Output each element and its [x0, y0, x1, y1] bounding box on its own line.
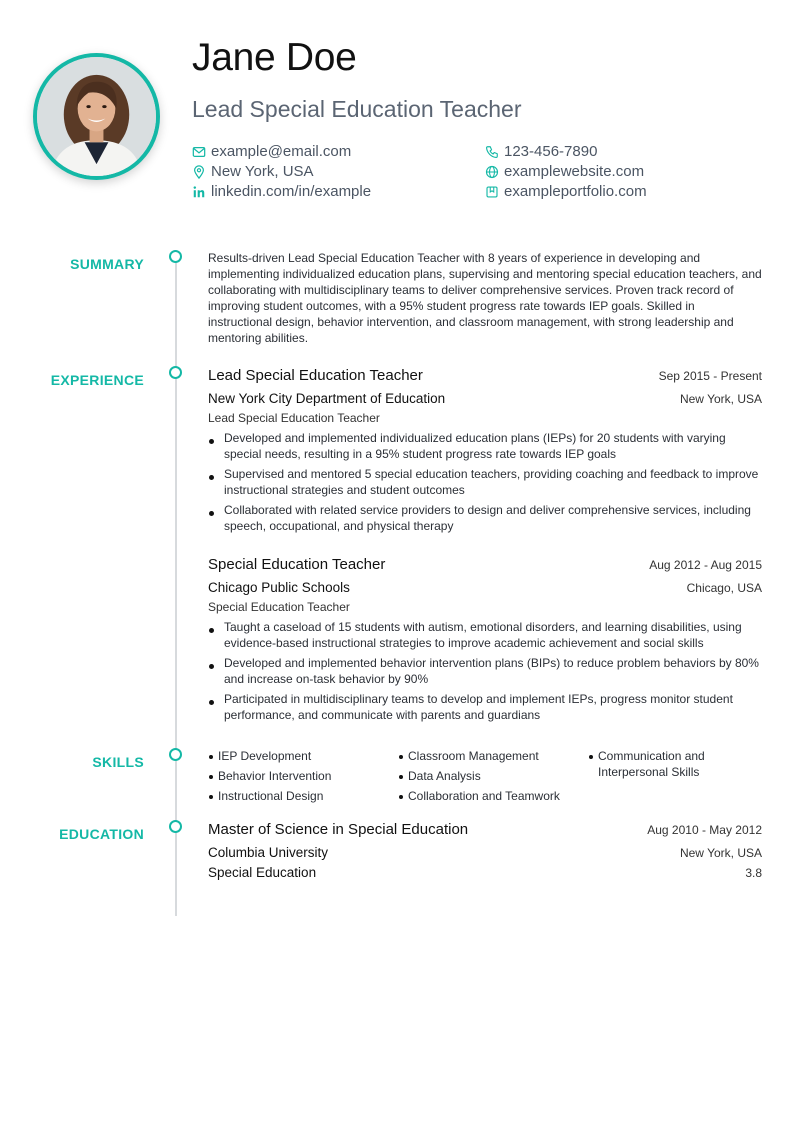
- job-title: Special Education Teacher: [208, 556, 386, 573]
- profile-photo: [37, 57, 156, 176]
- field-of-study: Special Education: [208, 865, 317, 880]
- job-bullets: [208, 619, 762, 723]
- skill-item: IEP Development: [208, 748, 398, 764]
- job-bullet: Developed and implemented individualized education plans (IEPs) for 20 students with varying special needs, resulting in a 95% student progress rate towards IEP goals: [208, 430, 762, 462]
- skill-item: Collaboration and Teamwork: [398, 788, 588, 804]
- contact-website[interactable]: [485, 163, 644, 180]
- gpa: 3.8: [745, 866, 762, 880]
- job-dates: Sep 2015 - Present: [658, 369, 762, 383]
- skills-marker: [169, 748, 182, 761]
- linkedin-icon: [192, 185, 206, 199]
- skill-item: Behavior Intervention: [208, 768, 398, 784]
- degree: Master of Science in Special Education: [208, 821, 469, 838]
- candidate-title: Lead Special Education Teacher: [192, 96, 522, 122]
- job-bullet: Collaborated with related service providers to design and deliver comprehensive services, including speech, occupational, and physical therapy: [208, 502, 762, 534]
- job-role: Special Education Teacher: [208, 600, 350, 614]
- skills-section: [208, 748, 762, 804]
- job-location: New York, USA: [679, 392, 762, 406]
- contact-location-text: New York, USA: [211, 163, 314, 180]
- contact-linkedin[interactable]: [192, 183, 371, 200]
- education-marker: [169, 820, 182, 833]
- experience-marker: [169, 366, 182, 379]
- skill-item: Communication and Interpersonal Skills: [588, 748, 762, 784]
- job-organization: Chicago Public Schools: [208, 580, 350, 595]
- job-bullet: Participated in multidisciplinary teams to develop and implement IEPs, progress monitor student performance, and communicate with parents and guardians: [208, 691, 762, 723]
- skill-item: Classroom Management: [398, 748, 588, 764]
- section-title-education: EDUCATION: [59, 826, 144, 842]
- contact-location: [192, 163, 314, 180]
- job-dates: Aug 2012 - Aug 2015: [649, 558, 762, 572]
- summary-section: [208, 250, 762, 346]
- education-dates: Aug 2010 - May 2012: [647, 823, 762, 837]
- school-location: New York, USA: [679, 846, 762, 860]
- section-title-experience: EXPERIENCE: [50, 372, 144, 388]
- contact-website-text: examplewebsite.com: [504, 163, 645, 180]
- skills-list: [208, 748, 762, 804]
- section-title-summary: SUMMARY: [70, 256, 144, 272]
- contact-email-text: example@email.com: [211, 143, 352, 160]
- avatar: [33, 53, 160, 180]
- phone-icon: [485, 145, 499, 159]
- skill-item: Data Analysis: [398, 768, 588, 784]
- job-entry: [208, 556, 762, 727]
- job-organization: New York City Department of Education: [208, 391, 446, 406]
- job-bullets: [208, 430, 762, 534]
- globe-icon: [485, 165, 499, 179]
- job-entry: [208, 367, 762, 538]
- education-entry: [208, 821, 762, 880]
- candidate-name: Jane Doe: [192, 36, 357, 79]
- location-pin-icon: [192, 165, 206, 179]
- contact-email[interactable]: [192, 143, 351, 160]
- job-title: Lead Special Education Teacher: [208, 367, 423, 384]
- school-name: Columbia University: [208, 845, 329, 860]
- timeline-line: [175, 256, 177, 916]
- portfolio-icon: [485, 185, 499, 199]
- summary-text: Results-driven Lead Special Education Teacher with 8 years of experience in developing and implementing individualized education plans, supervising and mentoring special education teachers, and collaborating with multidisciplinary teams to deliver comprehensive services. Proven track record of improving student outcomes, with a 95% student progress rate towards IEP goals. Skilled in instructional design, behavior intervention, and classroom management, with strong leadership and mentoring abilities.: [208, 251, 762, 345]
- section-title-skills: SKILLS: [92, 754, 144, 770]
- job-role: Lead Special Education Teacher: [208, 411, 380, 425]
- job-bullet: Taught a caseload of 15 students with autism, emotional disorders, and learning disabilities, using evidence-based instructional strategies to improve academic achievement and social skills: [208, 619, 762, 651]
- summary-marker: [169, 250, 182, 263]
- job-bullet: Supervised and mentored 5 special education teachers, providing coaching and feedback to improve instructional strategies and student outcomes: [208, 466, 762, 498]
- contact-linkedin-text: linkedin.com/in/example: [211, 183, 372, 200]
- job-location: Chicago, USA: [686, 581, 762, 595]
- skill-item: Instructional Design: [208, 788, 398, 804]
- contact-portfolio[interactable]: [485, 183, 647, 200]
- job-bullet: Developed and implemented behavior intervention plans (BIPs) to reduce problem behaviors by 80% and increase on-task behavior by 90%: [208, 655, 762, 687]
- contact-phone-text: 123-456-7890: [504, 143, 598, 160]
- mail-icon: [192, 145, 206, 159]
- contact-portfolio-text: exampleportfolio.com: [504, 183, 647, 200]
- contact-phone[interactable]: [485, 143, 597, 160]
